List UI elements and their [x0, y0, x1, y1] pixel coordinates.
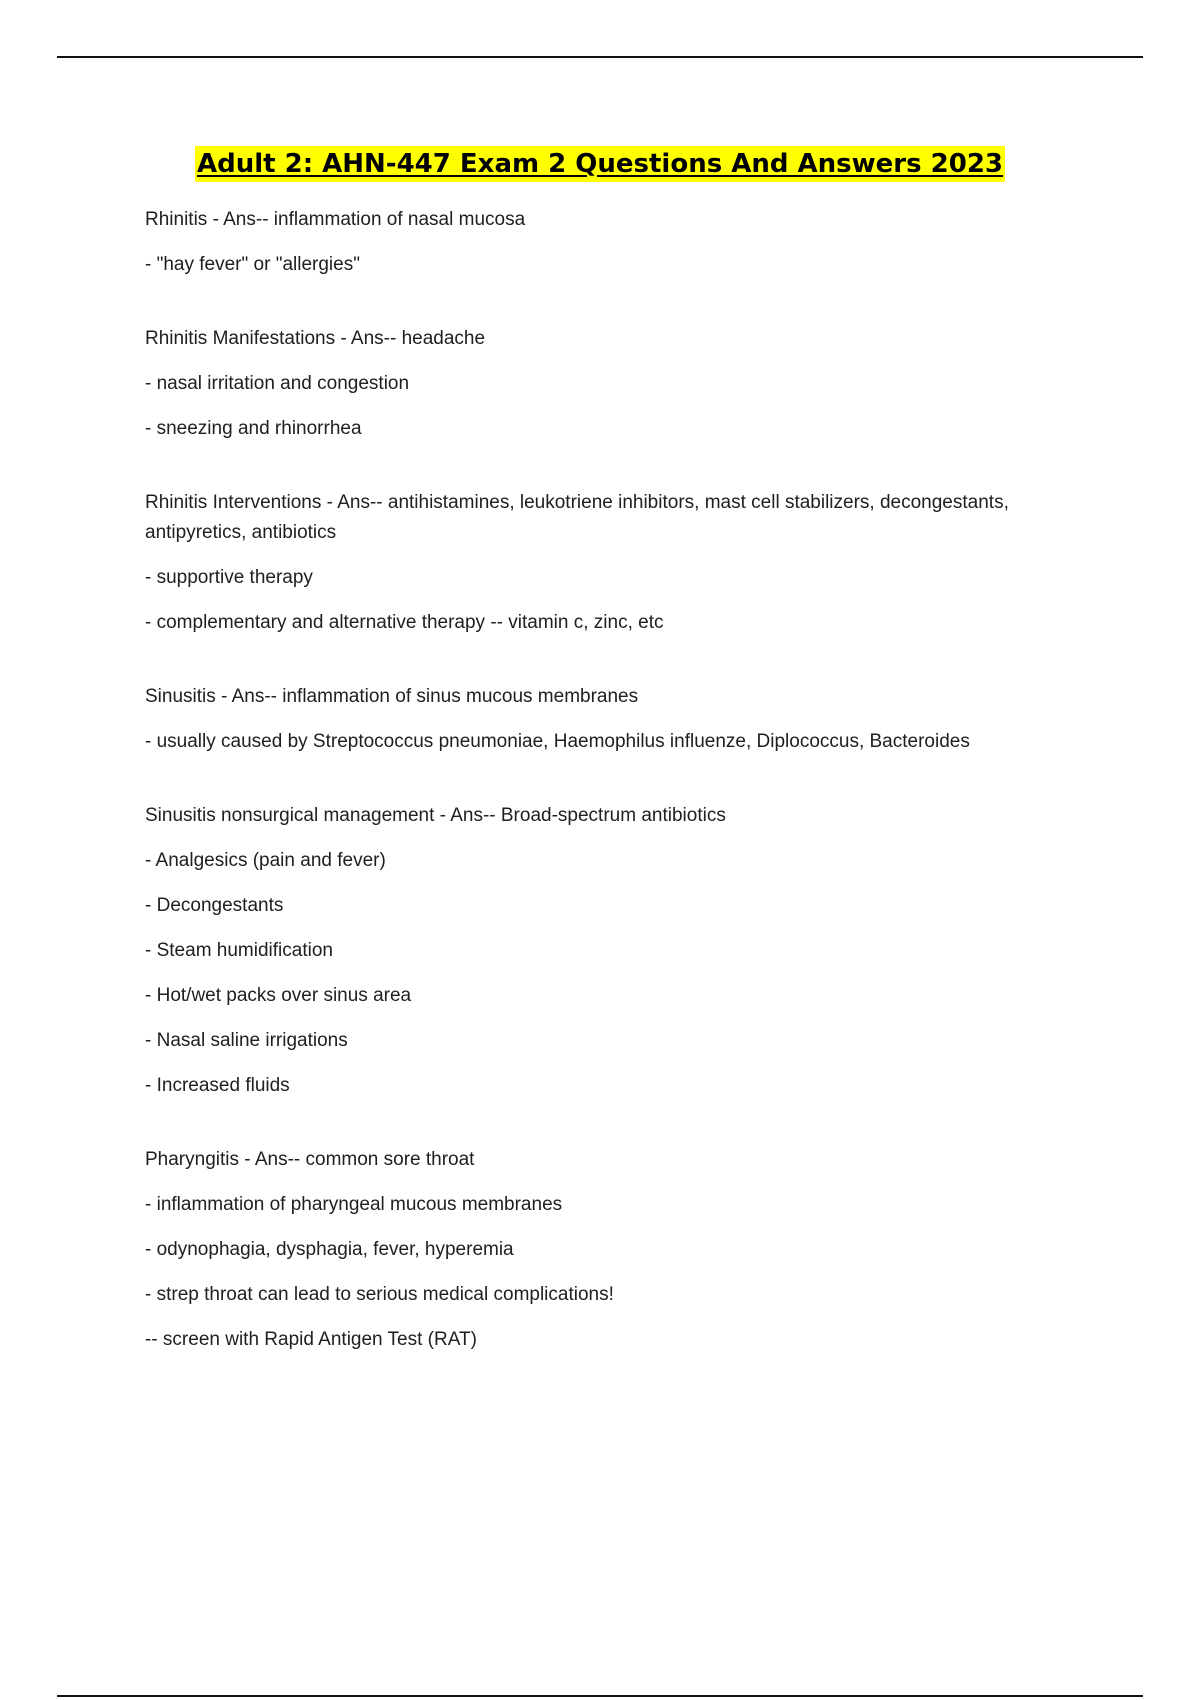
entry-line: - sneezing and rhinorrhea: [145, 418, 362, 439]
footer-rule: [57, 1695, 1143, 1697]
entry-line: - nasal irritation and congestion: [145, 373, 410, 394]
entry-line: Rhinitis Manifestations - Ans-- headache: [145, 328, 486, 349]
entry-line: Sinusitis - Ans-- inflammation of sinus mucous membranes: [145, 686, 639, 707]
entry-rhinitis: [145, 205, 1085, 280]
entry-pharyngitis: [145, 1145, 1085, 1355]
entry-sinusitis-management: [145, 801, 1085, 1101]
entry-rhinitis-interventions: [145, 488, 1085, 638]
entry-line: - Analgesics (pain and fever): [145, 850, 386, 871]
entry-line: - Decongestants: [145, 895, 284, 916]
entry-line: - Increased fluids: [145, 1075, 290, 1096]
document-body: [145, 205, 1085, 1399]
entry-line: Sinusitis nonsurgical management - Ans-- Broad-spectrum antibiotics: [145, 805, 726, 826]
entry-line: -- screen with Rapid Antigen Test (RAT): [145, 1329, 477, 1350]
entry-line: - complementary and alternative therapy -- vitamin c, zinc, etc: [145, 612, 664, 633]
entry-line: - Steam humidification: [145, 940, 333, 961]
entry-line: - usually caused by Streptococcus pneumoniae, Haemophilus influenze, Diplococcus, Bacteroides: [145, 731, 970, 752]
entry-line: - Hot/wet packs over sinus area: [145, 985, 412, 1006]
title-container: [0, 146, 1200, 182]
entry-line: - strep throat can lead to serious medical complications!: [145, 1284, 614, 1305]
entry-line: - "hay fever" or "allergies": [145, 254, 360, 275]
entry-line: Pharyngitis - Ans-- common sore throat: [145, 1149, 475, 1170]
document-title: Adult 2: AHN-447 Exam 2 Questions And Answers 2023: [195, 146, 1005, 182]
entry-line: Rhinitis Interventions - Ans-- antihistamines, leukotriene inhibitors, mast cell stabilizers, decongestants, antipyretics, antibiotics: [145, 492, 1009, 543]
entry-line: - supportive therapy: [145, 567, 313, 588]
header-rule: [57, 56, 1143, 58]
entry-line: Rhinitis - Ans-- inflammation of nasal mucosa: [145, 209, 526, 230]
entry-sinusitis: [145, 682, 1085, 757]
entry-line: - odynophagia, dysphagia, fever, hyperemia: [145, 1239, 514, 1260]
entry-line: - inflammation of pharyngeal mucous membranes: [145, 1194, 563, 1215]
entry-line: - Nasal saline irrigations: [145, 1030, 348, 1051]
entry-rhinitis-manifestations: [145, 324, 1085, 444]
